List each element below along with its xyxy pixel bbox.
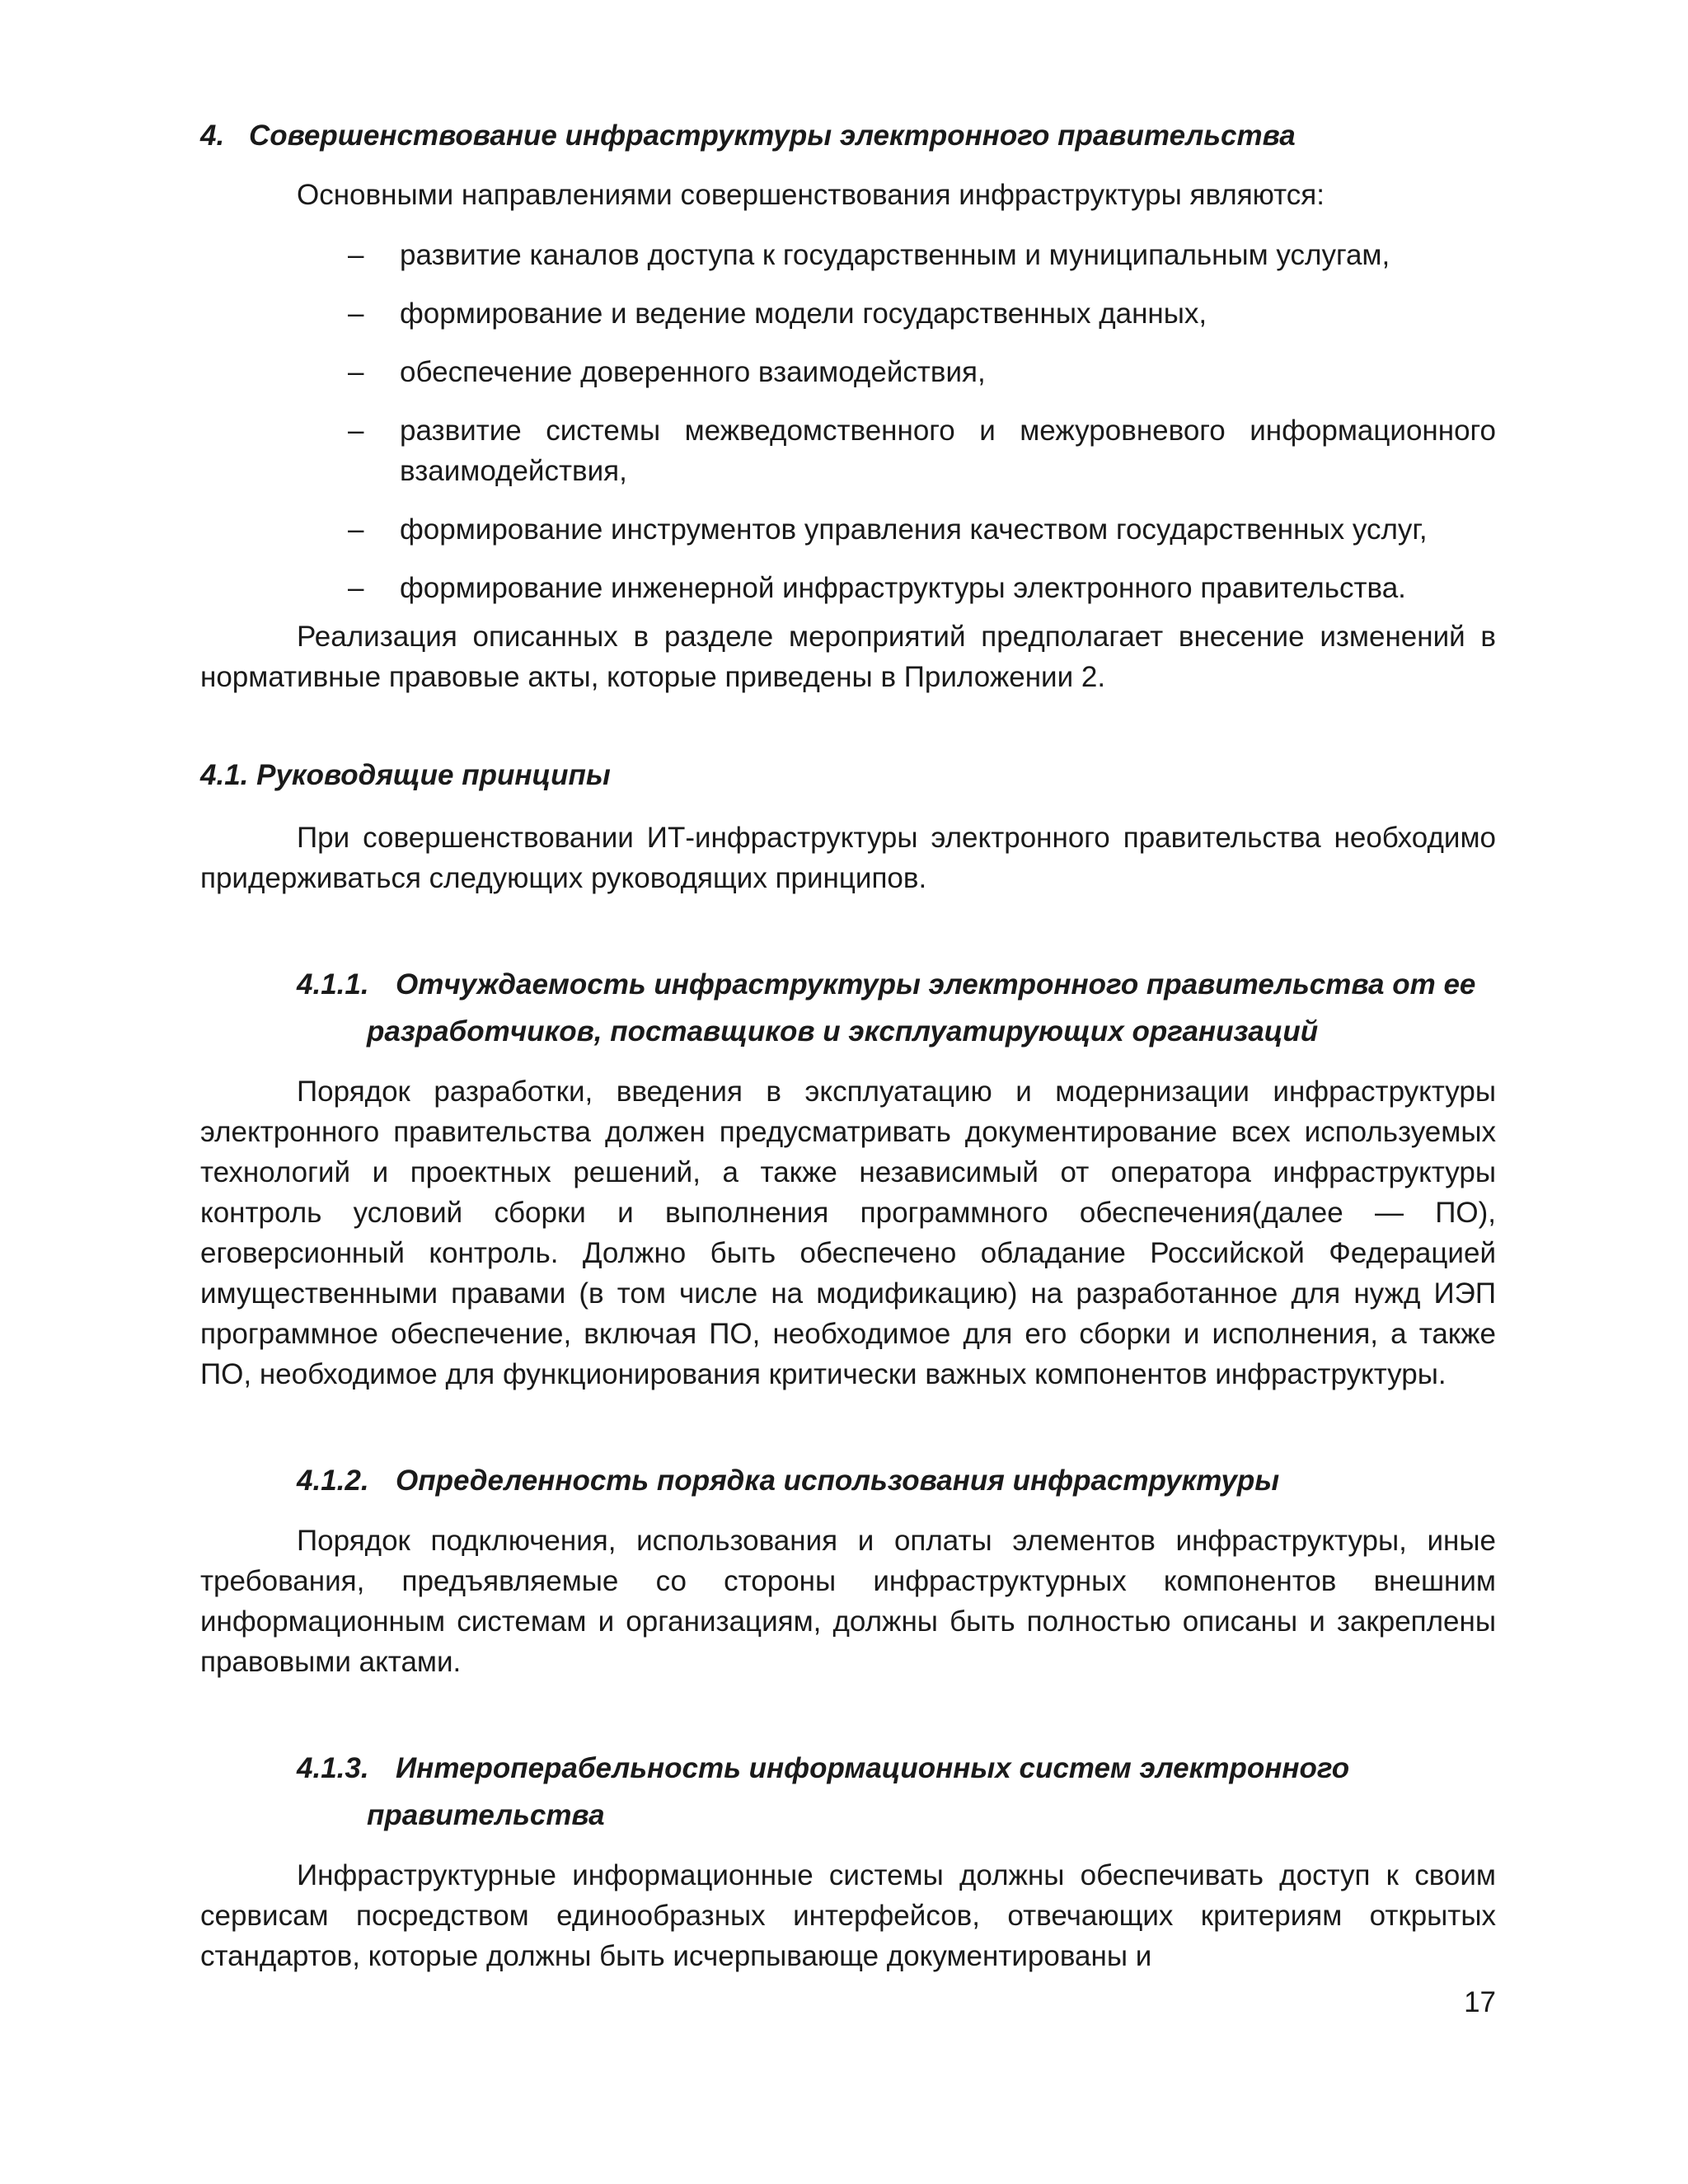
list-item: [200, 235, 1496, 275]
section-4-list: [200, 235, 1496, 608]
list-item: [200, 293, 1496, 334]
section-4-1-2-number: 4.1.2.: [297, 1465, 369, 1497]
section-4-title: Совершенствование инфраструктуры электронного правительства: [249, 120, 1296, 152]
section-4-1-1-title-line2: разработчиков, поставщиков и эксплуатирующих организаций: [367, 1015, 1319, 1047]
dash-marker: –: [348, 239, 364, 271]
list-item: [200, 352, 1496, 392]
section-4-1-3-text: Инфраструктурные информационные системы должны обеспечивать доступ к своим сервисам посредством единообразных интерфейсов, отвечающих критериям открытых стандартов, которые должны быть исчерпывающе документированы и: [200, 1859, 1496, 1972]
section-4-number: 4.: [200, 120, 225, 152]
section-4-1-3-number: 4.1.3.: [297, 1752, 369, 1784]
list-item-text: обеспечение доверенного взаимодействия,: [400, 356, 986, 388]
section-4-1-2-heading: [200, 1457, 1496, 1504]
list-item-text: развитие каналов доступа к государственным и муниципальным услугам,: [400, 239, 1390, 271]
section-4-1-1-heading: [200, 961, 1496, 1055]
page-content: [200, 115, 1496, 1976]
dash-marker: –: [348, 572, 364, 604]
dash-marker: –: [348, 298, 364, 330]
section-4-intro: Основными направлениями совершенствования инфраструктуры являются:: [297, 179, 1325, 211]
section-4-1-text: При совершенствовании ИТ-инфраструктуры электронного правительства необходимо придерживаться следующих руководящих принципов.: [200, 822, 1496, 894]
section-4-1-3-heading: [200, 1745, 1496, 1839]
dash-marker: –: [348, 513, 364, 546]
dash-marker: –: [348, 356, 364, 388]
section-4-outro: Реализация описанных в разделе мероприятий предполагает внесение изменений в нормативные правовые акты, которые приведены в Приложении 2.: [200, 621, 1496, 693]
section-4-1-2-title: Определенность порядка использования инфраструктуры: [396, 1465, 1280, 1497]
list-item-text: формирование и ведение модели государственных данных,: [400, 298, 1207, 330]
list-item: [200, 509, 1496, 550]
section-4-1-1-number: 4.1.1.: [297, 968, 369, 1001]
list-item: [200, 568, 1496, 608]
list-item-text: развитие системы межведомственного и межуровневого информационного взаимодействия,: [400, 415, 1496, 487]
section-4-1-1-title-line1: Отчуждаемость инфраструктуры электронного правительства от ее: [396, 968, 1476, 1001]
list-item: [200, 410, 1496, 491]
section-4-1-3-title-line2: правительства: [367, 1799, 605, 1831]
page-number: 17: [1464, 1986, 1496, 2018]
section-4-1-3-title-line1: Интероперабельность информационных систем электронного: [396, 1752, 1350, 1784]
list-item-text: формирование инженерной инфраструктуры электронного правительства.: [400, 572, 1406, 604]
section-4-1-2-text: Порядок подключения, использования и оплаты элементов инфраструктуры, иные требования, предъявляемые со стороны инфраструктурных компонентов внешним информационным системам и организациям, должны быть полностью описаны и закреплены правовыми актами.: [200, 1525, 1496, 1678]
section-4-1-1-text: Порядок разработки, введения в эксплуатацию и модернизации инфраструктуры электронного правительства должен предусматривать документирование всех используемых технологий и проектных решений, а также независимый от оператора инфраструктуры контроль условий сборки и выполнения программного обеспечения(далее — ПО), еговерсионный контроль. Должно быть обеспечено обладание Российской Федерацией имущественными правами (в том числе на модификацию) на разработанное для нужд ИЭП программное обеспечение, включая ПО, необходимое для его сборки и исполнения, а также ПО, необходимое для функционирования критически важных компонентов инфраструктуры.: [200, 1076, 1496, 1390]
section-4-1-heading: 4.1. Руководящие принципы: [200, 759, 611, 791]
section-4-heading: [200, 115, 1496, 157]
list-item-text: формирование инструментов управления качеством государственных услуг,: [400, 513, 1428, 546]
dash-marker: –: [348, 415, 364, 447]
